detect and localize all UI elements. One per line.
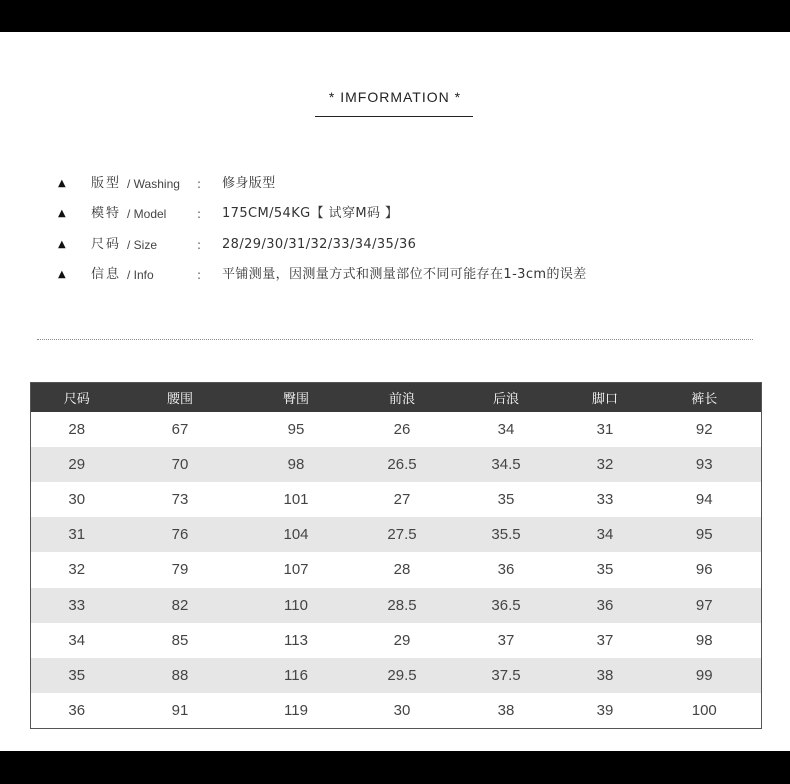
spec-label-cn: 版型: [91, 176, 122, 191]
table-cell: 38: [497, 702, 515, 720]
triangle-bullet-icon: ▲: [58, 239, 66, 250]
table-cell: 34: [596, 526, 614, 544]
triangle-bullet-icon: ▲: [58, 178, 66, 189]
table-cell: 76: [171, 526, 189, 544]
table-cell: 67: [171, 420, 189, 438]
table-cell: 116: [284, 667, 308, 685]
table-row: [31, 693, 762, 728]
table-header-cell: 脚口: [591, 391, 618, 407]
table-cell: 31: [68, 526, 86, 544]
spec-colon: :: [197, 268, 202, 282]
table-cell: 73: [171, 491, 189, 509]
table-row: [31, 447, 762, 482]
spec-colon: :: [197, 207, 202, 221]
table-cell: 119: [284, 702, 308, 720]
table-cell: 28.5: [387, 596, 417, 614]
table-cell: 97: [695, 596, 713, 614]
table-cell: 85: [171, 631, 189, 649]
table-cell: 32: [68, 561, 86, 579]
table-cell: 26.5: [387, 455, 417, 473]
table-cell: 88: [171, 667, 189, 685]
spec-value: 修身版型: [222, 176, 276, 191]
table-cell: 101: [283, 491, 309, 509]
table-cell: 26: [393, 420, 411, 438]
table-header-row: [31, 383, 762, 412]
spec-colon: :: [197, 177, 202, 191]
table-cell: 36: [497, 561, 515, 579]
table-row: [31, 623, 762, 658]
spec-label-cn: 尺码: [91, 237, 122, 252]
spec-value: 175CM/54KG【 试穿M码 】: [222, 206, 399, 221]
title-underline: [315, 116, 473, 117]
spec-row-info: [58, 265, 758, 285]
table-cell: 35: [596, 561, 614, 579]
table-header-cell: 尺码: [63, 391, 90, 407]
table-cell: 92: [695, 420, 713, 438]
table-cell: 94: [695, 491, 713, 509]
table-cell: 35.5: [491, 526, 521, 544]
table-cell: 31: [596, 420, 614, 438]
spec-colon: :: [197, 238, 202, 252]
bottom-band: [0, 751, 790, 784]
size-chart-table: [30, 382, 762, 729]
table-header-cell: 腰围: [166, 391, 193, 407]
table-cell: 37: [497, 631, 515, 649]
spec-label-en: / Washing: [127, 177, 180, 191]
spec-row-size: [58, 235, 758, 255]
table-cell: 29.5: [387, 667, 417, 685]
table-cell: 113: [284, 631, 308, 649]
triangle-bullet-icon: ▲: [58, 269, 66, 280]
section-title: * IMFORMATION *: [328, 89, 462, 105]
table-cell: 32: [596, 455, 614, 473]
table-cell: 30: [68, 491, 86, 509]
spec-value: 28/29/30/31/32/33/34/35/36: [222, 237, 417, 252]
table-row: [31, 517, 762, 552]
table-row: [31, 552, 762, 587]
table-cell: 98: [287, 455, 305, 473]
table-cell: 110: [284, 596, 308, 614]
table-cell: 28: [68, 420, 86, 438]
table-cell: 82: [171, 596, 189, 614]
table-row: [31, 588, 762, 623]
table-cell: 27.5: [387, 526, 417, 544]
table-cell: 33: [596, 491, 614, 509]
table-cell: 33: [68, 596, 86, 614]
table-cell: 100: [691, 702, 717, 720]
table-cell: 104: [283, 526, 309, 544]
table-row: [31, 412, 762, 447]
table-cell: 96: [695, 561, 713, 579]
spec-label-en: / Size: [127, 238, 158, 252]
spec-row-model: [58, 204, 758, 224]
table-cell: 35: [68, 667, 86, 685]
table-cell: 36: [596, 596, 614, 614]
table-row: [31, 482, 762, 517]
table-cell: 91: [171, 702, 189, 720]
table-cell: 38: [596, 667, 614, 685]
table-cell: 95: [695, 526, 713, 544]
table-cell: 39: [596, 702, 614, 720]
top-band: [0, 0, 790, 32]
table-header-cell: 裤长: [691, 391, 718, 407]
spec-row-washing: [58, 174, 758, 194]
spec-value: 平铺测量，因测量方式和测量部位不同可能存在1-3cm的误差: [222, 267, 587, 282]
table-cell: 36: [68, 702, 86, 720]
table-cell: 95: [287, 420, 305, 438]
table-header-cell: 臀围: [282, 391, 309, 407]
table-cell: 28: [393, 561, 411, 579]
table-cell: 34: [497, 420, 515, 438]
table-cell: 34: [68, 631, 86, 649]
table-cell: 36.5: [491, 596, 521, 614]
table-cell: 93: [695, 455, 713, 473]
table-header-cell: 前浪: [388, 391, 415, 407]
table-row: [31, 658, 762, 693]
spec-label-cn: 模特: [91, 206, 122, 221]
table-cell: 79: [171, 561, 189, 579]
table-cell: 98: [695, 631, 713, 649]
table-cell: 29: [393, 631, 411, 649]
table-cell: 37: [596, 631, 614, 649]
table-cell: 35: [497, 491, 515, 509]
table-cell: 107: [283, 561, 309, 579]
triangle-bullet-icon: ▲: [58, 208, 66, 219]
spec-label-cn: 信息: [91, 267, 122, 282]
table-cell: 37.5: [491, 667, 521, 685]
spec-label-en: / Info: [127, 268, 154, 282]
table-cell: 70: [171, 455, 189, 473]
spec-label-en: / Model: [127, 207, 167, 221]
table-cell: 34.5: [491, 455, 521, 473]
table-cell: 99: [695, 667, 713, 685]
table-cell: 30: [393, 702, 411, 720]
dotted-divider: [37, 339, 753, 340]
table-cell: 27: [393, 491, 411, 509]
table-cell: 29: [68, 455, 86, 473]
table-header-cell: 后浪: [492, 391, 519, 407]
